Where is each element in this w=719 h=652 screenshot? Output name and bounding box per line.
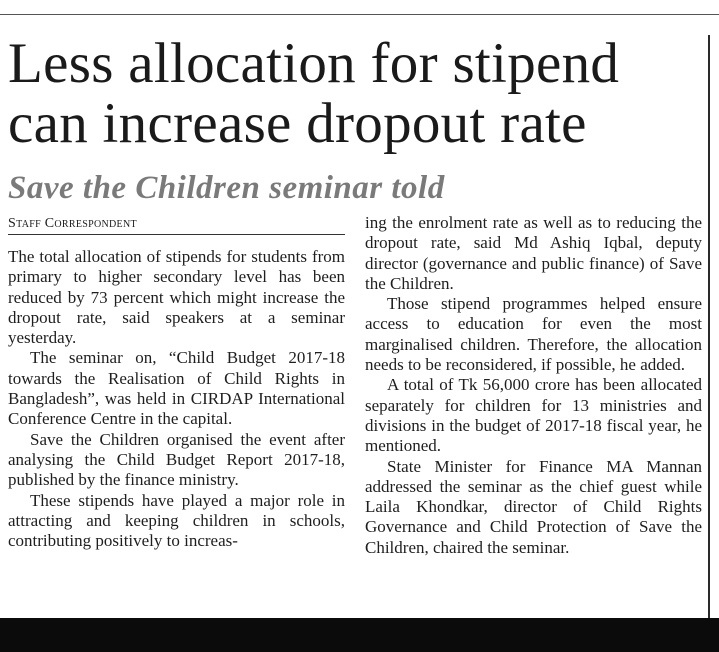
- paragraph: A total of Tk 56,000 crore has been allocated separately for children for 13 ministries and divisions in the budget of 2017-18 fiscal year, he mentioned.: [365, 375, 702, 456]
- headline: Less allocation for stipend can increase dropout rate: [8, 32, 620, 155]
- paragraph: Save the Children organised the event after analysing the Child Budget Report 2017-18, published by the finance ministry.: [8, 429, 345, 490]
- paragraph: The seminar on, “Child Budget 2017-18 towards the Realisation of Child Rights in Bangladesh”, was held in CIRDAP International Conference Centre in the capital.: [8, 348, 345, 429]
- right-column: [365, 213, 702, 558]
- paragraph: The total allocation of stipends for students from primary to higher secondary level has been reduced by 73 percent which might increase the dropout rate, said speakers at a seminar yesterday.: [8, 247, 345, 348]
- paragraph: ing the enrolment rate as well as to reducing the dropout rate, said Md Ashiq Iqbal, deputy director (governance and public finance) of Save the Children.: [365, 213, 702, 293]
- byline: Staff Correspondent: [8, 215, 345, 235]
- paragraph: State Minister for Finance MA Mannan addressed the seminar as the chief guest while Laila Khondkar, director of Child Rights Governance and Child Protection of Save the Children, chaired the seminar.: [365, 456, 702, 557]
- left-column: [8, 247, 345, 551]
- column-rule: [708, 35, 710, 620]
- top-rule: [0, 14, 719, 15]
- paragraph: These stipends have played a major role in attracting and keeping children in schools, contributing positively to increas-: [8, 490, 345, 551]
- subheadline: Save the Children seminar told: [8, 170, 445, 206]
- bottom-black-band: [0, 618, 719, 652]
- paragraph: Those stipend programmes helped ensure access to education for even the most marginalised children. Therefore, the allocation needs to be reconsidered, if possible, he added.: [365, 294, 702, 375]
